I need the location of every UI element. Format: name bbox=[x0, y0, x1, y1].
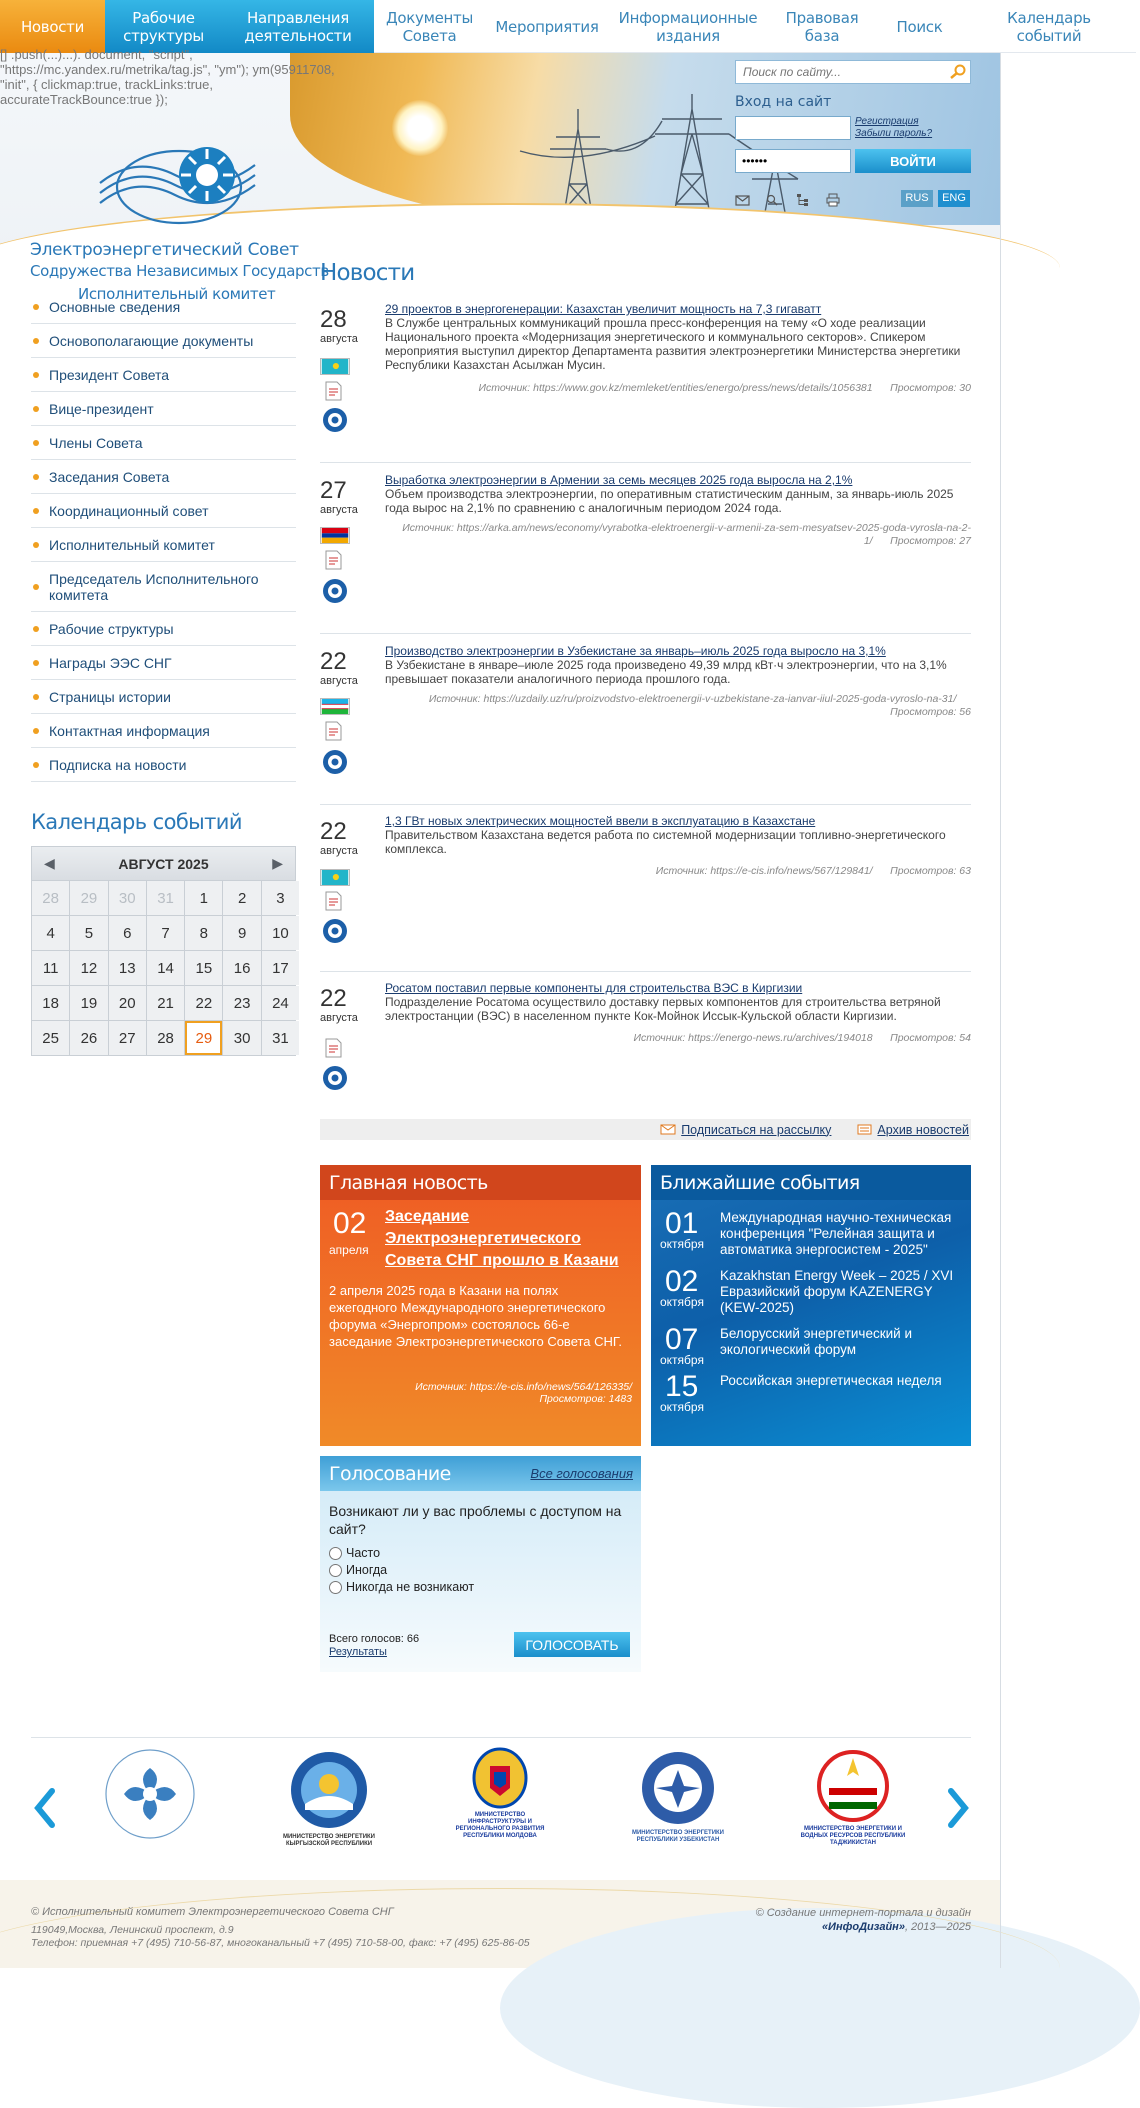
sidebar-item-founding-documents[interactable] bbox=[31, 324, 296, 358]
main-news-source-url: Источник: https://e-cis.info/news/564/126335/ bbox=[415, 1381, 632, 1393]
org-name-line3: Исполнительный комитет bbox=[78, 285, 276, 303]
partner-logo-kyrgyzstan[interactable] bbox=[274, 1748, 384, 1848]
calendar-day[interactable]: 30 bbox=[109, 881, 146, 915]
vote-button[interactable]: ГОЛОСОВАТЬ bbox=[514, 1632, 630, 1657]
script-text-leak: [] .push(...)...). document, "script", "https://mc.yandex.ru/metrika/tag.js", "ym"); ym(95911708, "init", { clickmap:true, trackLinks:true, accurateTrackBounce:true }); bbox=[0, 47, 335, 107]
calendar-next-icon[interactable]: ▶ bbox=[272, 855, 283, 871]
calendar-day[interactable]: 24 bbox=[262, 986, 299, 1020]
sidebar-item-label: Исполнительный комитет bbox=[49, 536, 215, 553]
news-views: Просмотров: 30 bbox=[890, 382, 971, 394]
news-date-day: 27 bbox=[320, 477, 347, 504]
main-news-title: Главная новость bbox=[320, 1165, 641, 1200]
search-input[interactable] bbox=[736, 61, 936, 83]
sidebar-item-label: Награды ЭЭС СНГ bbox=[49, 654, 172, 671]
event-title: Российская энергетическая неделя bbox=[720, 1373, 942, 1388]
sidebar-item-label: Подписка на новости bbox=[49, 756, 187, 773]
sidebar-item-vice-president[interactable] bbox=[31, 392, 296, 426]
archive-label: Архив новостей bbox=[877, 1122, 969, 1137]
sidebar-item-label: Рабочие структуры bbox=[49, 620, 174, 637]
sidebar-item-label: Основополагающие документы bbox=[49, 332, 254, 349]
footer-credit-years: , 2013—2025 bbox=[904, 1921, 971, 1933]
sidebar-item-executive-committee[interactable] bbox=[31, 528, 296, 562]
uzbekistan-ministry-emblem bbox=[638, 1748, 718, 1828]
chevron-left-icon[interactable] bbox=[30, 1785, 60, 1831]
poll-radio[interactable] bbox=[329, 1581, 342, 1594]
calendar-day[interactable]: 6 bbox=[109, 916, 146, 950]
event-month: октября bbox=[660, 1353, 704, 1367]
partner-caption: МИНИСТЕРСТВО ЭНЕРГЕТИКИ РЕСПУБЛИКИ УЗБЕКИСТАН bbox=[632, 1830, 724, 1843]
calendar-day[interactable]: 26 bbox=[70, 1021, 107, 1055]
calendar-day[interactable]: 9 bbox=[223, 916, 260, 950]
upcoming-events-block bbox=[651, 1165, 971, 1446]
news-date-day: 22 bbox=[320, 648, 347, 675]
partner-logo-uzbekistan[interactable] bbox=[623, 1748, 733, 1848]
news-date-month: августа bbox=[320, 845, 358, 857]
calendar-day[interactable]: 7 bbox=[147, 916, 184, 950]
news-source-url: Источник: https://e-cis.info/news/567/129841/ bbox=[655, 865, 873, 877]
news-views: Просмотров: 63 bbox=[890, 865, 971, 877]
top-navigation bbox=[0, 0, 1136, 53]
archive-link[interactable] bbox=[857, 1123, 969, 1137]
partner-logo-moldova[interactable] bbox=[445, 1748, 555, 1848]
calendar-day[interactable]: 10 bbox=[262, 916, 299, 950]
nav-news[interactable]: Новости bbox=[0, 0, 105, 53]
calendar-day[interactable]: 22 bbox=[185, 986, 222, 1020]
mail-icon bbox=[660, 1124, 676, 1135]
sidebar-item-history[interactable] bbox=[31, 680, 296, 714]
poll-option[interactable] bbox=[329, 1580, 474, 1594]
news-source bbox=[385, 865, 971, 878]
all-polls-link[interactable]: Все голосования bbox=[530, 1466, 633, 1481]
calendar-day[interactable]: 5 bbox=[70, 916, 107, 950]
calendar-day[interactable]: 20 bbox=[109, 986, 146, 1020]
news-text: В Узбекистане в январе–июле 2025 года произведено 49,39 млрд кВт·ч электроэнергии, что на 3,1% превышает показатели аналогичного периода прошлого года. bbox=[385, 658, 947, 686]
news-source-url: Источник: https://arka.am/news/economy/vyrabotka-elektroenergii-v-armenii-za-sem-mesyatsev-2025-goda-vyrosla-na-2-1/ bbox=[402, 522, 971, 547]
print-icon[interactable] bbox=[825, 193, 841, 207]
document-icon[interactable] bbox=[322, 1037, 344, 1059]
sidebar-item-basic-info[interactable] bbox=[31, 290, 296, 324]
footer-credits bbox=[756, 1906, 971, 1934]
news-date-day: 28 bbox=[320, 306, 347, 333]
calendar-day[interactable]: 30 bbox=[223, 1021, 260, 1055]
document-icon[interactable] bbox=[322, 890, 344, 912]
document-icon[interactable] bbox=[322, 720, 344, 742]
login-button[interactable]: ВОЙТИ bbox=[855, 149, 971, 173]
uzbekistan-flag-icon bbox=[320, 698, 350, 715]
news-views: Просмотров: 54 bbox=[890, 1032, 971, 1044]
main-news-month: апреля bbox=[329, 1243, 369, 1257]
nav-legal-base[interactable]: Правовая база bbox=[785, 8, 859, 45]
calendar-day[interactable]: 13 bbox=[109, 951, 146, 985]
sidebar-item-label: Президент Совета bbox=[49, 366, 170, 383]
news-date-month: августа bbox=[320, 1012, 358, 1024]
org-name-line2: Содружества Независимых Государств bbox=[30, 262, 329, 280]
calendar-day[interactable]: 15 bbox=[185, 951, 222, 985]
footer-address: 119049,Москва, Ленинский проспект, д.9 bbox=[31, 1924, 234, 1936]
poll-header bbox=[320, 1456, 641, 1491]
header-tools bbox=[735, 193, 841, 207]
news-date-month: августа bbox=[320, 504, 358, 516]
news-source bbox=[385, 382, 971, 395]
news-actions-bar bbox=[320, 1119, 971, 1140]
armenia-flag-icon bbox=[320, 527, 350, 544]
nav-publications[interactable]: Информационные издания bbox=[618, 8, 758, 45]
kazakhstan-flag-icon bbox=[320, 869, 350, 886]
main-news-day: 02 bbox=[333, 1207, 367, 1240]
news-headline-link[interactable]: Росатом поставил первые компоненты для строительства ВЭС в Киргизии bbox=[385, 981, 803, 995]
event-month: октября bbox=[660, 1400, 704, 1414]
news-section-title: Новости bbox=[320, 260, 415, 286]
document-icon[interactable] bbox=[322, 380, 344, 402]
news-headline-link[interactable]: Выработка электроэнергии в Армении за семь месяцев 2025 года выросла на 2,1% bbox=[385, 473, 853, 487]
cis-emblem-icon bbox=[322, 918, 348, 944]
events-title: Ближайшие события bbox=[651, 1165, 971, 1200]
news-divider bbox=[320, 804, 971, 805]
calendar-day[interactable]: 1 bbox=[185, 881, 222, 915]
sidebar-item-label: Страницы истории bbox=[49, 688, 171, 705]
chevron-right-icon[interactable] bbox=[943, 1785, 973, 1831]
calendar-day[interactable]: 27 bbox=[109, 1021, 146, 1055]
calendar-day[interactable]: 4 bbox=[32, 916, 69, 950]
cis-emblem-icon bbox=[322, 1065, 348, 1091]
page-edge bbox=[1000, 53, 1001, 1968]
sidebar-item-coordination-council[interactable] bbox=[31, 494, 296, 528]
calendar-day[interactable]: 14 bbox=[147, 951, 184, 985]
calendar-title: Календарь событий bbox=[31, 810, 242, 834]
news-headline-link[interactable]: 29 проектов в энергогенерации: Казахстан увеличит мощность на 7,3 гигаватт bbox=[385, 302, 822, 316]
news-source bbox=[385, 1032, 971, 1045]
news-headline-link[interactable]: Производство электроэнергии в Узбекистане за январь–июль 2025 года выросло на 3,1% bbox=[385, 644, 886, 658]
event-title: Международная научно-техническая конференция "Релейная защита и автоматика энергосистем - 2025" bbox=[720, 1210, 952, 1257]
news-source-url: Источник: https://uzdaily.uz/ru/proizvodstvo-elektroenergii-v-uzbekistane-za-ianvar-iiul-2025-goda-vyroslo-na-31/ bbox=[428, 693, 957, 705]
event-month: октября bbox=[660, 1295, 704, 1309]
news-divider bbox=[320, 633, 971, 634]
calendar-day[interactable]: 16 bbox=[223, 951, 260, 985]
calendar-day[interactable]: 31 bbox=[147, 881, 184, 915]
developer-link[interactable]: «ИнфоДизайн» bbox=[821, 1921, 905, 1933]
sidebar-item-label: Основные сведения bbox=[49, 298, 181, 315]
calendar-day[interactable]: 25 bbox=[32, 1021, 69, 1055]
poll-question: Возникают ли у вас проблемы с доступом на сайт? bbox=[329, 1503, 622, 1537]
nav-events-calendar[interactable]: Календарь событий bbox=[1007, 8, 1091, 45]
partner-logo-azerbaijan[interactable] bbox=[95, 1748, 205, 1848]
partners-divider bbox=[31, 1737, 971, 1738]
main-news-text: 2 апреля 2025 года в Казани на полях ежегодного Международного энергетического форума «Энергопром» состоялось 66-е заседание Электроэнергетического Совета СНГ. bbox=[329, 1283, 622, 1349]
news-source-url: Источник: https://energo-news.ru/archives/194018 bbox=[633, 1032, 873, 1044]
news-source bbox=[385, 693, 971, 719]
login-title: Вход на сайт bbox=[735, 94, 832, 110]
events-calendar bbox=[31, 846, 296, 1056]
footer-phones: Телефон: приемная +7 (495) 710-56-87, многоканальный +7 (495) 710-58-00, факс: +7 (495) 625-86-05 bbox=[31, 1937, 530, 1949]
poll-option-label: Никогда не возникают bbox=[346, 1580, 475, 1594]
news-text: Подразделение Росатома осуществило доставку первых компонентов для строительства ветряной электростанции (ВЭС) в населенном пункте Кок-Мойнок Иссык-Кульской области Киргизии. bbox=[385, 995, 941, 1023]
tajikistan-ministry-emblem bbox=[815, 1748, 891, 1824]
org-name-line1: Электроэнергетический Совет bbox=[30, 240, 299, 260]
poll-title: Голосование bbox=[329, 1462, 451, 1485]
sidebar-item-label: Контактная информация bbox=[49, 722, 210, 739]
sidebar-item-subscription[interactable] bbox=[31, 748, 296, 782]
news-text: Объем производства электроэнергии, по оперативным статистическим данным, за январь-июль 2025 года вырос на 2,1% по сравнению с аналогичным периодом 2024 года. bbox=[385, 487, 954, 515]
calendar-day[interactable]: 28 bbox=[32, 881, 69, 915]
council-logo bbox=[95, 135, 265, 235]
sidebar-item-label: Председатель Исполнительного комитета bbox=[49, 570, 259, 603]
event-title: Белорусский энергетический и экологический форум bbox=[720, 1326, 912, 1357]
main-news-headline-link[interactable]: Заседание Электроэнергетического Совета СНГ прошло в Казани bbox=[385, 1208, 619, 1269]
sun-graphic bbox=[392, 100, 448, 156]
calendar-day[interactable]: 12 bbox=[70, 951, 107, 985]
lang-rus-button[interactable]: RUS bbox=[901, 190, 933, 207]
news-date-day: 22 bbox=[320, 985, 347, 1012]
register-link[interactable]: Регистрация bbox=[855, 116, 919, 127]
news-date-month: августа bbox=[320, 333, 358, 345]
event-day: 01 bbox=[665, 1207, 699, 1240]
partner-caption: МИНИСТЕРСТВО ЭНЕРГЕТИКИ КЫРГЫЗСКОЙ РЕСПУБЛИКИ bbox=[283, 1834, 375, 1847]
calendar-day[interactable]: 3 bbox=[262, 881, 299, 915]
sidebar-item-president[interactable] bbox=[31, 358, 296, 392]
calendar-day[interactable]: 21 bbox=[147, 986, 184, 1020]
news-text: В Службе центральных коммуникаций прошла пресс-конференция на тему «О ходе реализации Национального проекта «Модернизация энергетического и коммунального секторов». Спикером мероприятия выступил директор Департамента развития электроэнергетики Министерства энергетики Республики Казахстан Асылжан Мусин. bbox=[385, 316, 961, 372]
sidebar-item-label: Координационный совет bbox=[49, 502, 209, 519]
sidebar-item-label: Члены Совета bbox=[49, 434, 143, 451]
subscribe-label: Подписаться на рассылку bbox=[681, 1122, 832, 1137]
poll-total-votes: Всего голосов: 66 bbox=[329, 1633, 420, 1645]
footer-address-block bbox=[31, 1924, 530, 1950]
poll-option-label: Иногда bbox=[346, 1563, 388, 1577]
event-title: Kazakhstan Energy Week – 2025 / XVI Евразийский форум KAZENERGY (KEW-2025) bbox=[720, 1268, 954, 1315]
sidebar-item-awards[interactable] bbox=[31, 646, 296, 680]
event-day: 15 bbox=[665, 1370, 699, 1403]
calendar-day[interactable]: 19 bbox=[70, 986, 107, 1020]
document-icon[interactable] bbox=[322, 549, 344, 571]
nav-activities[interactable]: Направления деятельности bbox=[222, 0, 374, 53]
calendar-day[interactable]: 17 bbox=[262, 951, 299, 985]
event-day: 02 bbox=[665, 1265, 699, 1298]
archive-icon bbox=[857, 1124, 872, 1135]
login-field[interactable] bbox=[735, 116, 851, 140]
event-day: 07 bbox=[665, 1323, 699, 1356]
calendar-grid bbox=[32, 881, 295, 1055]
azerbaijan-energy-emblem bbox=[104, 1748, 196, 1840]
calendar-day[interactable]: 18 bbox=[32, 986, 69, 1020]
partner-caption: МИНИСТЕРСТВО ИНФРАСТРУКТУРЫ И РЕГИОНАЛЬНОГО РАЗВИТИЯ РЕСПУБЛИКИ МОЛДОВА bbox=[455, 1812, 545, 1839]
sidebar-item-contacts[interactable] bbox=[31, 714, 296, 748]
main-news-views: Просмотров: 1483 bbox=[539, 1393, 632, 1405]
subscribe-link[interactable] bbox=[660, 1123, 831, 1137]
kazakhstan-flag-icon bbox=[320, 358, 350, 375]
news-views: Просмотров: 27 bbox=[890, 535, 971, 547]
news-source-url: Источник: https://www.gov.kz/memleket/entities/energo/press/news/details/1056381 bbox=[478, 382, 873, 394]
calendar-day[interactable]: 29 bbox=[70, 881, 107, 915]
news-text: Правительством Казахстана ведется работа по системной модернизации топливно-энергетического комплекса. bbox=[385, 828, 946, 856]
site-footer bbox=[0, 1880, 1000, 1968]
sitemap-icon[interactable] bbox=[795, 193, 811, 207]
poll-block bbox=[320, 1456, 641, 1672]
calendar-month: АВГУСТ 2025 bbox=[118, 855, 209, 872]
calendar-day[interactable]: 28 bbox=[147, 1021, 184, 1055]
news-date-month: августа bbox=[320, 675, 358, 687]
sidebar-item-committee-chairman[interactable] bbox=[31, 562, 296, 612]
register-forgot-links bbox=[855, 116, 932, 140]
forgot-password-link[interactable]: Забыли пароль? bbox=[855, 128, 933, 139]
calendar-day[interactable]: 11 bbox=[32, 951, 69, 985]
main-news-block bbox=[320, 1165, 641, 1446]
sidebar-item-label: Вице-президент bbox=[49, 400, 154, 417]
sitemap-search-icon[interactable] bbox=[765, 193, 781, 207]
sidebar-item-work-structures[interactable] bbox=[31, 612, 296, 646]
news-date-day: 22 bbox=[320, 818, 347, 845]
poll-option[interactable] bbox=[329, 1563, 387, 1577]
sidebar-item-label: Заседания Совета bbox=[49, 468, 170, 485]
event-month: октября bbox=[660, 1237, 704, 1251]
calendar-day[interactable]: 2 bbox=[223, 881, 260, 915]
password-field[interactable] bbox=[735, 149, 851, 173]
news-headline-link[interactable]: 1,3 ГВт новых электрических мощностей ввели в эксплуатацию в Казахстане bbox=[385, 814, 816, 828]
moldova-ministry-emblem bbox=[470, 1748, 530, 1810]
poll-results-link[interactable]: Результаты bbox=[329, 1646, 387, 1658]
lang-eng-button[interactable]: ENG bbox=[938, 190, 970, 207]
nav-work-structures[interactable]: Рабочие структуры bbox=[105, 0, 222, 53]
calendar-day[interactable]: 29 bbox=[185, 1021, 222, 1055]
sidebar-item-members[interactable] bbox=[31, 426, 296, 460]
site-search bbox=[735, 60, 971, 84]
poll-radio[interactable] bbox=[329, 1547, 342, 1560]
partner-logo-tajikistan[interactable] bbox=[798, 1748, 908, 1848]
calendar-day[interactable]: 8 bbox=[185, 916, 222, 950]
poll-option-label: Часто bbox=[346, 1546, 381, 1560]
cis-emblem-icon bbox=[322, 578, 348, 604]
calendar-day[interactable]: 31 bbox=[262, 1021, 299, 1055]
footer-copyright: © Исполнительный комитет Электроэнергетического Совета СНГ bbox=[31, 1906, 394, 1918]
cis-emblem-icon bbox=[322, 749, 348, 775]
nav-search[interactable]: Поиск bbox=[896, 17, 943, 36]
sidebar-menu bbox=[31, 290, 296, 782]
news-views: Просмотров: 56 bbox=[890, 706, 971, 718]
kyrgyzstan-ministry-emblem bbox=[289, 1748, 369, 1832]
partner-caption: МИНИСТЕРСТВО ЭНЕРГЕТИКИ И ВОДНЫХ РЕСУРСОВ РЕСПУБЛИКИ ТАДЖИКИСТАН bbox=[800, 1826, 906, 1846]
poll-radio[interactable] bbox=[329, 1564, 342, 1577]
news-divider bbox=[320, 462, 971, 463]
footer-credit-prefix: © Создание интернет-портала и дизайн bbox=[755, 1907, 971, 1919]
nav-council-documents[interactable]: Документы Совета bbox=[385, 8, 474, 45]
sidebar-item-sessions[interactable] bbox=[31, 460, 296, 494]
calendar-prev-icon[interactable]: ◀ bbox=[44, 855, 55, 871]
calendar-header bbox=[32, 847, 295, 881]
calendar-day[interactable]: 23 bbox=[223, 986, 260, 1020]
search-icon[interactable] bbox=[949, 64, 967, 80]
nav-events[interactable]: Мероприятия bbox=[495, 17, 599, 36]
main-news-source bbox=[329, 1381, 632, 1405]
mail-icon[interactable] bbox=[735, 193, 751, 207]
news-source bbox=[385, 522, 971, 548]
poll-option[interactable] bbox=[329, 1546, 380, 1560]
cis-emblem-icon bbox=[322, 407, 348, 433]
news-divider bbox=[320, 971, 971, 972]
